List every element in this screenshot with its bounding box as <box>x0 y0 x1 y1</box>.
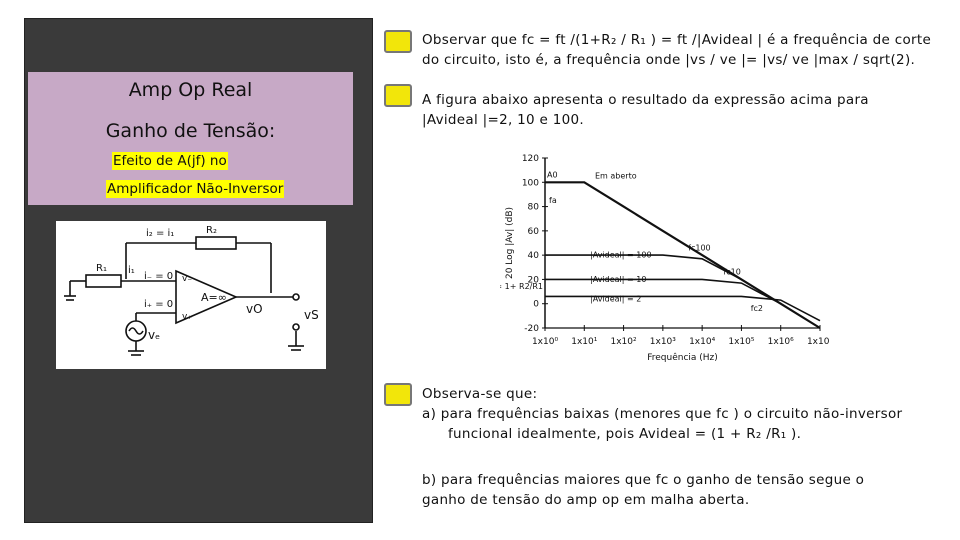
paragraph-4-line-2: ganho de tensão do amp op em malha aberta. <box>422 492 750 508</box>
paragraph-2-line-1: A figura abaixo apresenta o resultado da expressão acima para <box>422 92 869 108</box>
y-tick-label: 120 <box>521 154 539 164</box>
chart-annotation: |Avideal| = 100 <box>590 250 652 260</box>
label-r2: R₂ <box>206 225 217 236</box>
y-tick-label: 60 <box>527 226 539 237</box>
paragraph-4-line-1: b) para frequências maiores que fc o ganho de tensão segue o <box>422 472 865 488</box>
paragraph-3 <box>422 384 942 444</box>
paragraph-3-line-2: a) para frequências baixas (menores que fc ) o circuito não-inversor <box>422 406 903 422</box>
y-tick-label: 80 <box>527 202 539 213</box>
circuit-diagram <box>56 221 326 369</box>
y-axis-label: 20 Log |Av| (dB) <box>505 206 515 280</box>
chart-annotation: A0 <box>547 170 558 180</box>
slide-heading: Ganho de Tensão: <box>105 120 276 142</box>
chart-annotation: Em aberto <box>595 171 637 181</box>
x-tick-label: 1x10¹ <box>571 337 598 347</box>
x-tick-label: 1x10⁰ <box>531 337 559 347</box>
label-vminus: v₋ <box>182 274 193 284</box>
paragraph-1-line-1: Observar que fc = ft /(1+R₂ / R₁ ) = ft /|Avideal | é a frequência de corte <box>422 32 932 48</box>
x-tick-label: 1x10² <box>610 337 637 347</box>
subtitle-line-2: Amplificador Não-Inversor <box>107 181 284 197</box>
bullet-3 <box>384 383 412 406</box>
circuit-svg <box>56 221 326 369</box>
label-vs: vS <box>304 308 319 322</box>
label-iplus: i₊ = 0 <box>144 299 174 310</box>
paragraph-1 <box>422 30 942 70</box>
frequency-response-chart <box>500 148 830 368</box>
subtitle-line-1: Efeito de A(jf) no <box>113 153 227 169</box>
paragraph-2 <box>422 90 942 130</box>
label-vplus: v₊ <box>182 312 193 322</box>
x-tick-label: 1x10⁴ <box>689 337 716 347</box>
x-tick-label: 1x10⁶ <box>767 337 794 347</box>
y-tick-label: 40 <box>527 251 539 262</box>
chart-annotation: |Avideal| = 10 <box>590 274 647 284</box>
x-axis-label: Frequência (Hz) <box>647 353 718 363</box>
y-tick-label: 20 <box>527 275 539 286</box>
x-tick-label: 1x10³ <box>649 337 676 347</box>
label-gain: A=∞ <box>201 291 227 304</box>
chart-annotation: |Avideal| = 2 <box>590 294 642 304</box>
y-tick-label: -20 <box>524 324 539 334</box>
label-r1: R₁ <box>96 263 107 274</box>
bullet-1 <box>384 30 412 53</box>
paragraph-3-line-3: funcional idealmente, pois Avideal = (1 + R₂ /R₁ ). <box>448 426 802 442</box>
paragraph-2-line-2: |Avideal |=2, 10 e 100. <box>422 112 584 128</box>
label-iminus: i₋ = 0 <box>144 271 174 282</box>
label-ve: vₑ <box>148 328 161 342</box>
paragraph-1-line-2: do circuito, isto é, a frequência onde |vs / ve |= |vs/ ve |max / sqrt(2). <box>422 52 916 68</box>
bullet-2 <box>384 84 412 107</box>
series-line <box>545 296 820 320</box>
label-vo: vO <box>246 302 263 316</box>
x-tick-label: 1x10⁵ <box>728 337 755 347</box>
chart-annotation: fa <box>549 195 557 205</box>
paragraph-3-line-1: Observa-se que: <box>422 386 538 402</box>
label-i1: i₁ <box>128 265 135 276</box>
chart-annotation: 1+ R2/R1 <box>504 282 543 292</box>
label-i2: i₂ = i₁ <box>146 228 175 239</box>
paragraph-4 <box>422 470 942 510</box>
slide-title: Amp Op Real <box>128 79 253 101</box>
chart-svg <box>500 148 830 368</box>
chart-annotation: fc100 <box>688 243 711 253</box>
y-tick-label: 0 <box>533 299 539 310</box>
x-tick-label: 1x10 <box>806 337 830 347</box>
chart-annotation: fc10 <box>723 267 741 277</box>
y-tick-label: 100 <box>521 178 539 189</box>
chart-annotation: fc2 <box>750 304 764 313</box>
